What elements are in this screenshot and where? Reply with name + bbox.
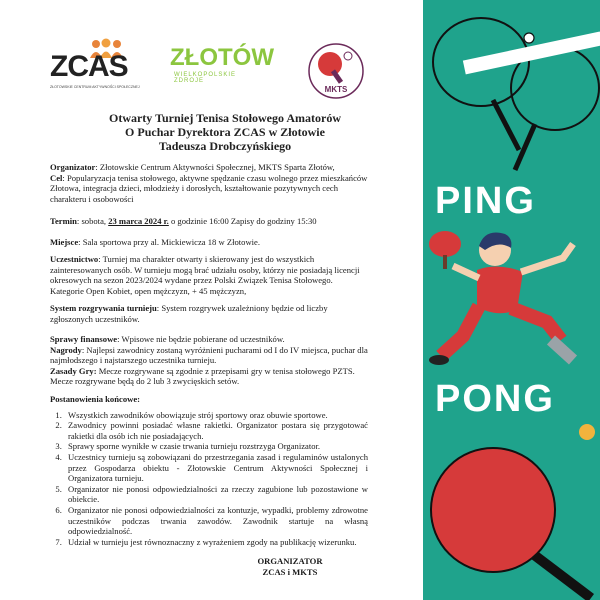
place-text: : Sala sportowa przy al. Mickiewicza 18 w Złotowie. (78, 237, 261, 247)
mkts-emblem-icon (304, 40, 368, 102)
goal-label: Cel (50, 172, 63, 183)
orange-ball-icon (579, 424, 595, 440)
place-section (50, 237, 368, 248)
organizer-text: : Złotowskie Centrum Aktywności Społecznej, MKTS Sparta Złotów, (95, 162, 335, 172)
player-icon (429, 231, 573, 365)
list-item: 3. Sprawy sporne wynikłe w czasie trwania turnieju rozstrzyga Organizator. (64, 441, 368, 452)
footer-line-1: ORGANIZATOR (257, 556, 323, 566)
zcas-logo-text: ZCAS (50, 50, 128, 83)
list-item: 6. Organizator nie ponosi odpowiedzialności za kontuzje, wypadki, problemy zdrowotne uczestników podczas trwania zawodów. Zawodnik startuje na własną odpowiedzialność. (64, 505, 368, 537)
term-date: 23 marca 2024 r. (108, 216, 169, 226)
zlotow-logo-text: ZŁOTÓW (170, 44, 274, 71)
mkts-logo-text: MKTS (324, 85, 348, 94)
finance-label: Sprawy finansowe (50, 334, 118, 344)
list-item: 1. Wszystkich zawodników obowiązuje strój sportowy oraz obuwie sportowe. (64, 410, 368, 421)
rules-label: Zasady Gry: (50, 365, 97, 376)
participation-section (50, 254, 368, 296)
participation-categories: Kategorie Open Kobiet, open mężczyzn, + 45 mężczyzn, (50, 285, 247, 296)
organizer-section (50, 162, 368, 204)
participation-text: : Turniej ma charakter otwarty i skierowany jest do wszystkich zainteresowanych osób. W turnieju mogą brać udziału osoby, którzy nie posiadają licencji okresowych na sezon 2023/2024 wydane przez Polski Związek Tenisa Stołowego. (50, 254, 360, 286)
prizes-text: : Najlepsi zawodnicy zostaną wyróżnieni pucharami od I do IV miejsca, puchar dla najmłodszego i najstarszego uczestnika turnieju. (50, 344, 368, 366)
zcas-logo (48, 38, 140, 100)
system-text: : System rozgrywek uzależniony będzie od liczby zgłoszonych uczestników. (50, 303, 328, 324)
final-heading: Postanowienia końcowe: (50, 394, 140, 404)
list-item: 7. Udział w turnieju jest równoznaczny z wyrażeniem zgody na publikację wizerunku. (64, 537, 368, 548)
place-label: Miejsce (50, 237, 79, 247)
list-item: 2. Zawodnicy powinni posiadać własne rakietki. Organizator postara się przygotować rakietki dla osób ich nie posiadających. (64, 420, 368, 441)
title-line-2: O Puchar Dyrektora ZCAS w Złotowie (125, 125, 325, 139)
term-rest: o godzinie 16:00 Zapisy do godziny 15:30 (168, 216, 317, 226)
pong-label: PONG (435, 378, 555, 420)
list-item: 5. Organizator nie ponosi odpowiedzialności za rzeczy zagubione lub pozostawione w obiekcie. (64, 484, 368, 505)
organizer-label: Organizator (50, 162, 96, 172)
system-section (50, 303, 368, 324)
zlotow-logo-subtitle: WIELKOPOLSKIE ZDROJE (174, 72, 237, 84)
logo-bar (48, 38, 368, 104)
rules-text: Mecze rozgrywane są zgodnie z przepisami gry w tenisa stołowego PZTS. Mecze rozgrywane będą do 2 lub 3 zwycięskich setów. (50, 365, 355, 387)
zlotow-logo (170, 44, 274, 96)
page-title (40, 111, 410, 153)
finance-text: : Wpisowe nie będzie pobierane od uczestników. (117, 334, 285, 344)
finance-section (50, 334, 368, 387)
mkts-logo (304, 40, 368, 102)
title-line-3: Tadeusza Drobczyńskiego (158, 139, 292, 153)
list-item: 4. Uczestnicy turnieju są zobowiązani do przestrzegania zasad i regulaminów ustalonych przez Gospodarza obiektu - Złotowskie Centrum Aktywności Społecznej i Organizatora turnieju. (64, 452, 368, 484)
system-label: System rozgrywania turnieju (50, 303, 157, 313)
zcas-logo-subtitle: ZŁOTOWSKIE CENTRUM AKTYWNOŚCI SPOŁECZNEJ (50, 85, 140, 89)
final-list (50, 410, 368, 548)
term-prefix: : sobota, (76, 216, 109, 226)
red-paddle-icon (431, 448, 591, 598)
participation-label: Uczestnictwo (50, 254, 99, 264)
footer-line-2: ZCAS i MKTS (262, 567, 318, 577)
ping-pong-illustration-panel (423, 0, 600, 600)
ball-icon (524, 33, 534, 43)
footer-signature (230, 556, 350, 578)
goal-text: : Popularyzacja tenisa stołowego, aktywne spędzanie czasu wolnego przez mieszkańców Złotowa, integracja dzieci, młodzieży i dorosłych, kształtowanie pozytywnych cech charakteru i osobowości (50, 172, 368, 204)
final-section (50, 394, 368, 547)
prizes-label: Nagrody (50, 344, 82, 355)
illustration-graphics (423, 0, 600, 600)
outline-paddle-right-icon (511, 46, 599, 170)
outline-paddle-left-icon (433, 18, 529, 150)
term-label: Termin (50, 216, 77, 226)
title-line-1: Otwarty Turniej Tenisa Stołowego Amatorów (108, 111, 341, 125)
term-section (50, 216, 368, 227)
ping-label: PING (435, 180, 536, 222)
